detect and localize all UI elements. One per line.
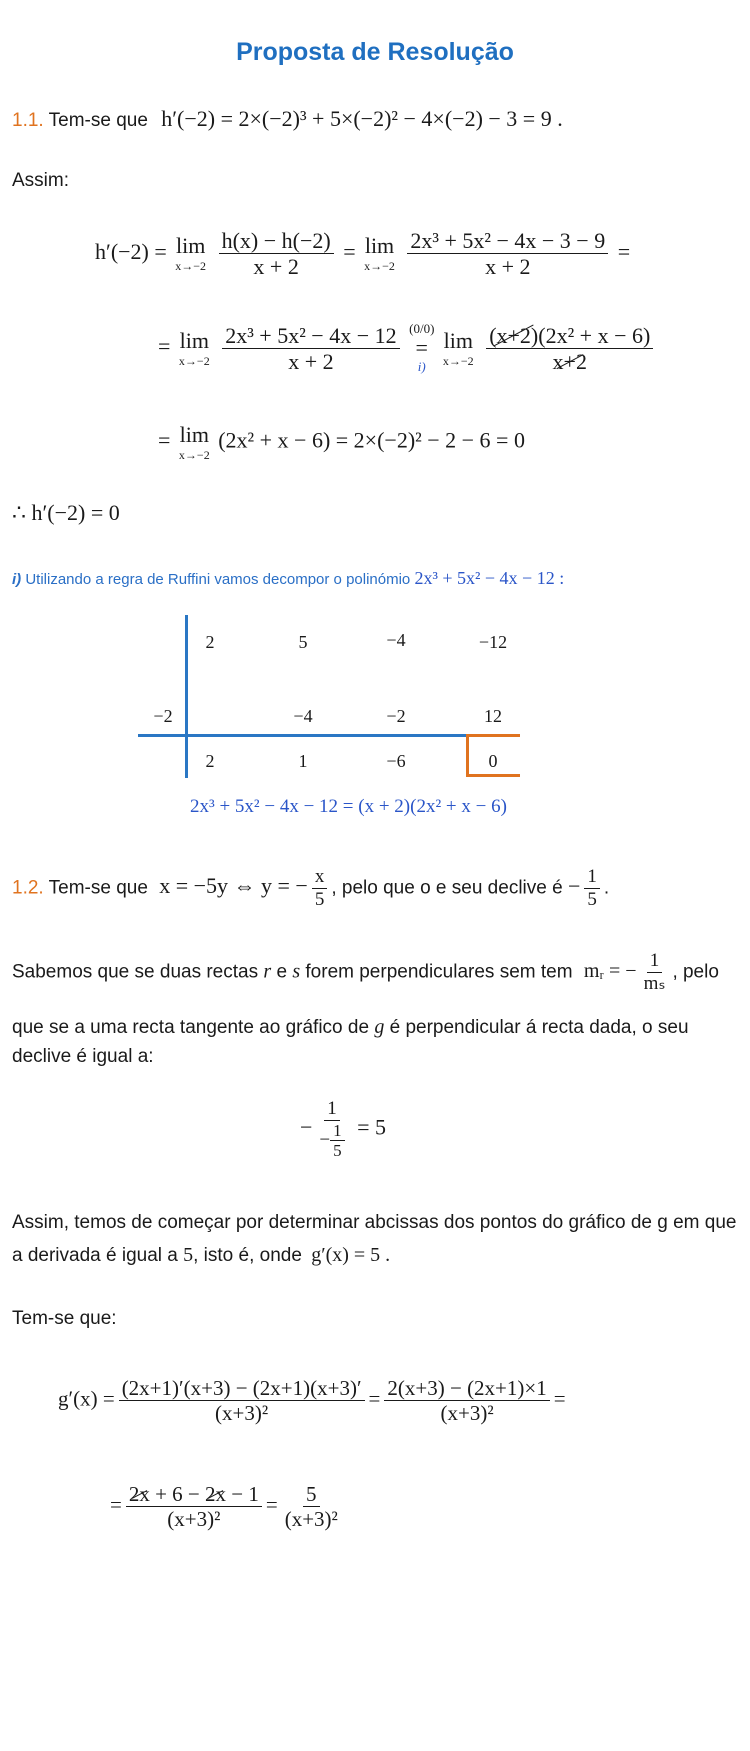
remainder: 0: [488, 751, 498, 771]
limit: lim x→−2: [178, 422, 210, 462]
temse-label: Tem-se que:: [12, 1308, 117, 1329]
ruffini-horizontal-line: [138, 734, 468, 737]
paragraph-declive: declive é igual a:: [12, 1046, 154, 1067]
root: −2: [153, 706, 173, 726]
paragraph-perpendicular: Sabemos que se duas rectas r e s forem perpendiculares sem tem mᵣ = − $\frac{1}{\text{mₛ}}$ , pelo: [12, 950, 719, 994]
lhs: h′(−2) =: [95, 238, 167, 264]
coeff: 5: [298, 632, 308, 652]
fraction: $\frac{\text{2x³ + 5x² − 4x − 12}}{x + 2}$: [222, 323, 399, 375]
limit: lim x→−2: [175, 233, 207, 274]
coeff: −4: [386, 630, 406, 650]
ruffini-intro: i) Utilizando a regra de Ruffini vamos decompor o polinómio 2x³ + 5x² − 4x − 12 :: [12, 568, 565, 588]
coeff: 2: [205, 632, 215, 652]
mid-value: −2: [386, 706, 406, 726]
conclusion: ∴ h′(−2) = 0: [12, 500, 120, 525]
paragraph-assim: Assim, temos de começar por determinar abcissas dos pontos do gráfico de g em que: [12, 1212, 737, 1233]
h-prime-value: h′(−2) = 2×(−2)³ + 5×(−2)² − 4×(−2) − 3 = 9 .: [161, 106, 563, 131]
slope-calculation: − 1 − $\frac{1}{5}$ = 5: [300, 1098, 387, 1161]
derivative-line-2: = lim x→−2 $\frac{\text{2x³ + 5x² − 4x − 12}}{x + 2}$ (0/0) = i) lim x→−2 $\frac{\text{(x+2)(2x² + x − 6)}}{x+2}$: [158, 322, 657, 375]
indeterminate-form: (0/0): [409, 321, 435, 336]
section-1-2: 1.2. Tem-se que x = −5y ⇔ y = − $\frac{x}{5}$ , pelo que o e seu declive é − $\frac{1}{5}$ .: [12, 866, 610, 910]
section-number: 1.2.: [12, 877, 44, 899]
limit: lim x→−2: [442, 327, 474, 368]
section-number: 1.1.: [12, 110, 44, 131]
note-marker: i): [417, 359, 426, 375]
g-derivative-line-1: g′(x) = $\frac{(2x+1)'(x+3) - (2x+1)(x+3)'}{\text{(x+3)²}}$ = $\frac{2(x+3) - (2x+1)\times 1}{\text{(x+3)²}}$ =: [58, 1376, 566, 1426]
lead-text: Tem-se que: [48, 110, 148, 131]
result: 2: [205, 751, 215, 771]
fraction: $\frac{\text{2x³ + 5x² − 4x − 3 − 9}}{x + 2}$: [407, 228, 608, 280]
fraction: $\frac{\text{(x+2)(2x² + x − 6)}}{x+2}$: [486, 323, 653, 375]
assim-label: Assim:: [12, 170, 69, 191]
paragraph-tangent: que se a uma recta tangente ao gráfico de g é perpendicular á recta dada, o seu: [12, 1016, 689, 1038]
result: −6: [386, 751, 406, 771]
result: 1: [298, 751, 308, 771]
mid-value: −4: [293, 706, 313, 726]
limit: lim x→−2: [364, 233, 395, 274]
derivative-line-3: = lim x→−2 (2x² + x − 6) = 2×(−2)² − 2 − 6 = 0: [158, 422, 525, 462]
mid-value: 12: [484, 706, 502, 726]
coeff: −12: [478, 632, 508, 652]
fraction: $\frac{h(x) - h(-2)}{x + 2}$: [219, 228, 334, 280]
paragraph-derivada: a derivada é igual a 5, isto é, onde g′(x) = 5 .: [12, 1244, 391, 1266]
g-derivative-line-2: = $\frac{2x + 6 - 2x - 1}{\text{(x+3)²}}$ = $\frac{5}{\text{(x+3)²}}$: [110, 1482, 338, 1532]
section-1-1: [12, 106, 563, 132]
factorization: 2x³ + 5x² − 4x − 12 = (x + 2)(2x² + x − 6): [190, 796, 507, 817]
page-title: Proposta de Resolução: [236, 38, 514, 66]
derivative-line-1: h′(−2) = lim x→−2 $\frac{h(x) - h(-2)}{x + 2}$ = lim x→−2 $\frac{\text{2x³ + 5x² − 4x − 3 − 9}}{x + 2}$ =: [95, 228, 631, 280]
limit: lim x→−2: [178, 327, 210, 368]
